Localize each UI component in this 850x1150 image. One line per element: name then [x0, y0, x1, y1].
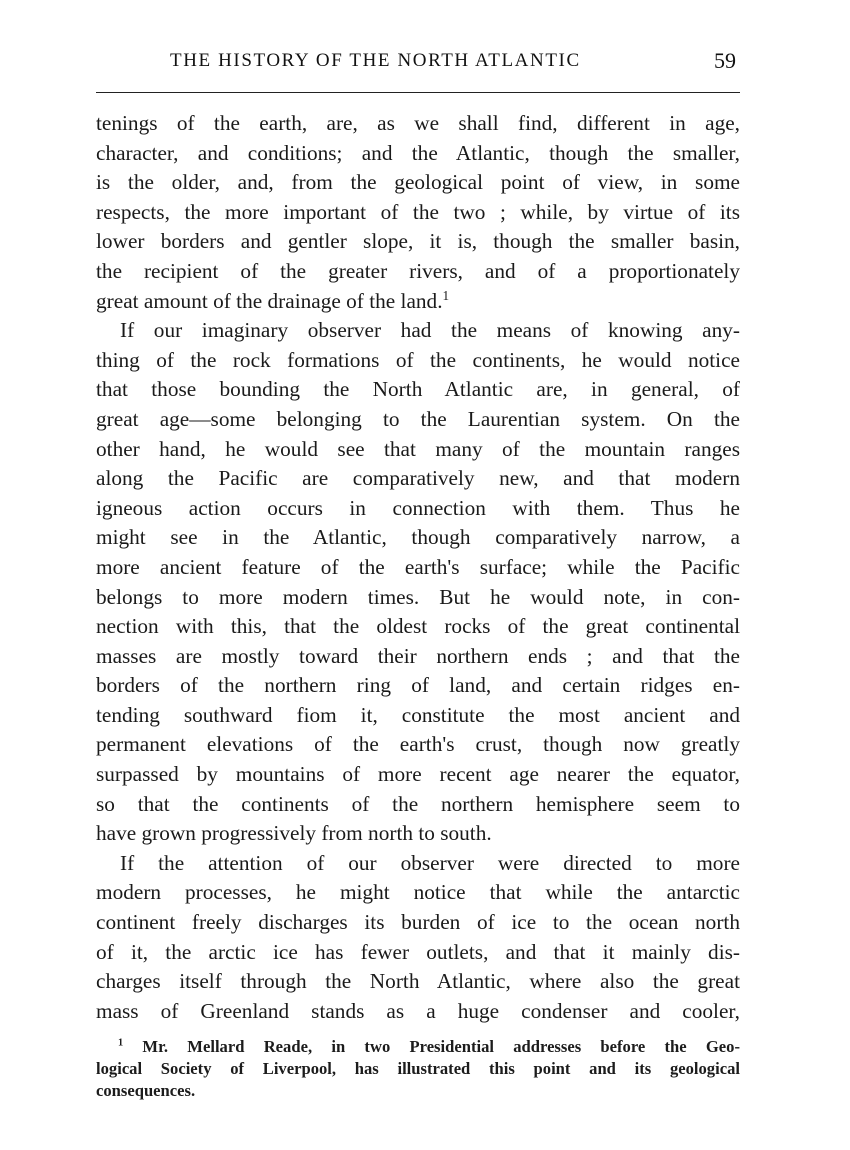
text-line: might see in the Atlantic, though comparatively narrow, a: [96, 525, 740, 550]
footnote-line: logical Society of Liverpool, has illustrated this point and its geological: [96, 1059, 740, 1079]
text-line: the recipient of the greater rivers, and of a proportionately: [96, 258, 740, 283]
text-line: that those bounding the North Atlantic are, in general, of: [96, 377, 740, 402]
text-line: nection with this, that the oldest rocks of the great continental: [96, 614, 740, 639]
text-line: permanent elevations of the earth's crust, though now greatly: [96, 732, 740, 757]
running-head: [96, 48, 740, 78]
text-line: is the older, and, from the geological point of view, in some: [96, 170, 740, 195]
text-line: belongs to more modern times. But he would note, in con-: [96, 584, 740, 609]
text-line: respects, the more important of the two ; while, by virtue of its: [96, 199, 740, 224]
text-line: character, and conditions; and the Atlantic, though the smaller,: [96, 140, 740, 165]
footnote-line: consequences.: [96, 1081, 196, 1101]
text-line: charges itself through the North Atlantic, where also the great: [96, 969, 740, 994]
paragraph-start-line: If our imaginary observer had the means of knowing any-: [120, 318, 740, 343]
footnote-reference: 1: [442, 287, 450, 303]
book-page: [96, 48, 740, 1102]
text-line: thing of the rock formations of the continents, he would notice: [96, 347, 740, 372]
running-title: THE HISTORY OF THE NORTH ATLANTIC: [170, 50, 581, 71]
page-number: 59: [714, 48, 736, 73]
text-line: of it, the arctic ice has fewer outlets, and that it mainly dis-: [96, 939, 740, 964]
text-line: borders of the northern ring of land, and certain ridges en-: [96, 673, 740, 698]
text-line: have grown progressively from north to south.: [96, 821, 492, 846]
text-line: so that the continents of the northern hemisphere seem to: [96, 791, 740, 816]
text-line: mass of Greenland stands as a huge condenser and cooler,: [96, 998, 740, 1023]
text-line: tending southward fiom it, constitute the most ancient and: [96, 702, 740, 727]
text-line: along the Pacific are comparatively new, and that modern: [96, 466, 740, 491]
text-line: tenings of the earth, are, as we shall find, different in age,: [96, 111, 740, 135]
text-line: igneous action occurs in connection with them. Thus he: [96, 495, 740, 520]
footnotes: [96, 1036, 740, 1102]
text-line: continent freely discharges its burden of ice to the ocean north: [96, 910, 740, 935]
text-line-content: great amount of the drainage of the land.: [96, 288, 443, 313]
text-line: surpassed by mountains of more recent age nearer the equator,: [96, 762, 740, 787]
text-line: more ancient feature of the earth's surface; while the Pacific: [96, 554, 740, 579]
body-text: [96, 109, 740, 1026]
text-line: lower borders and gentler slope, it is, though the smaller basin,: [96, 229, 740, 254]
text-line: masses are mostly toward their northern ends ; and that the: [96, 643, 740, 668]
text-line: modern processes, he might notice that while the antarctic: [96, 880, 740, 905]
text-line: great age—some belonging to the Laurentian system. On the: [96, 406, 740, 431]
paragraph-start-line: If the attention of our observer were directed to more: [120, 850, 740, 875]
footnote-text: Mr. Mellard Reade, in two Presidential addresses before the Geo-: [142, 1037, 740, 1057]
text-line: [96, 287, 740, 317]
text-line: other hand, he would see that many of the mountain ranges: [96, 436, 740, 461]
footnote-line: [96, 1036, 740, 1058]
footnote-marker: 1: [118, 1037, 124, 1049]
header-rule: [96, 92, 740, 93]
